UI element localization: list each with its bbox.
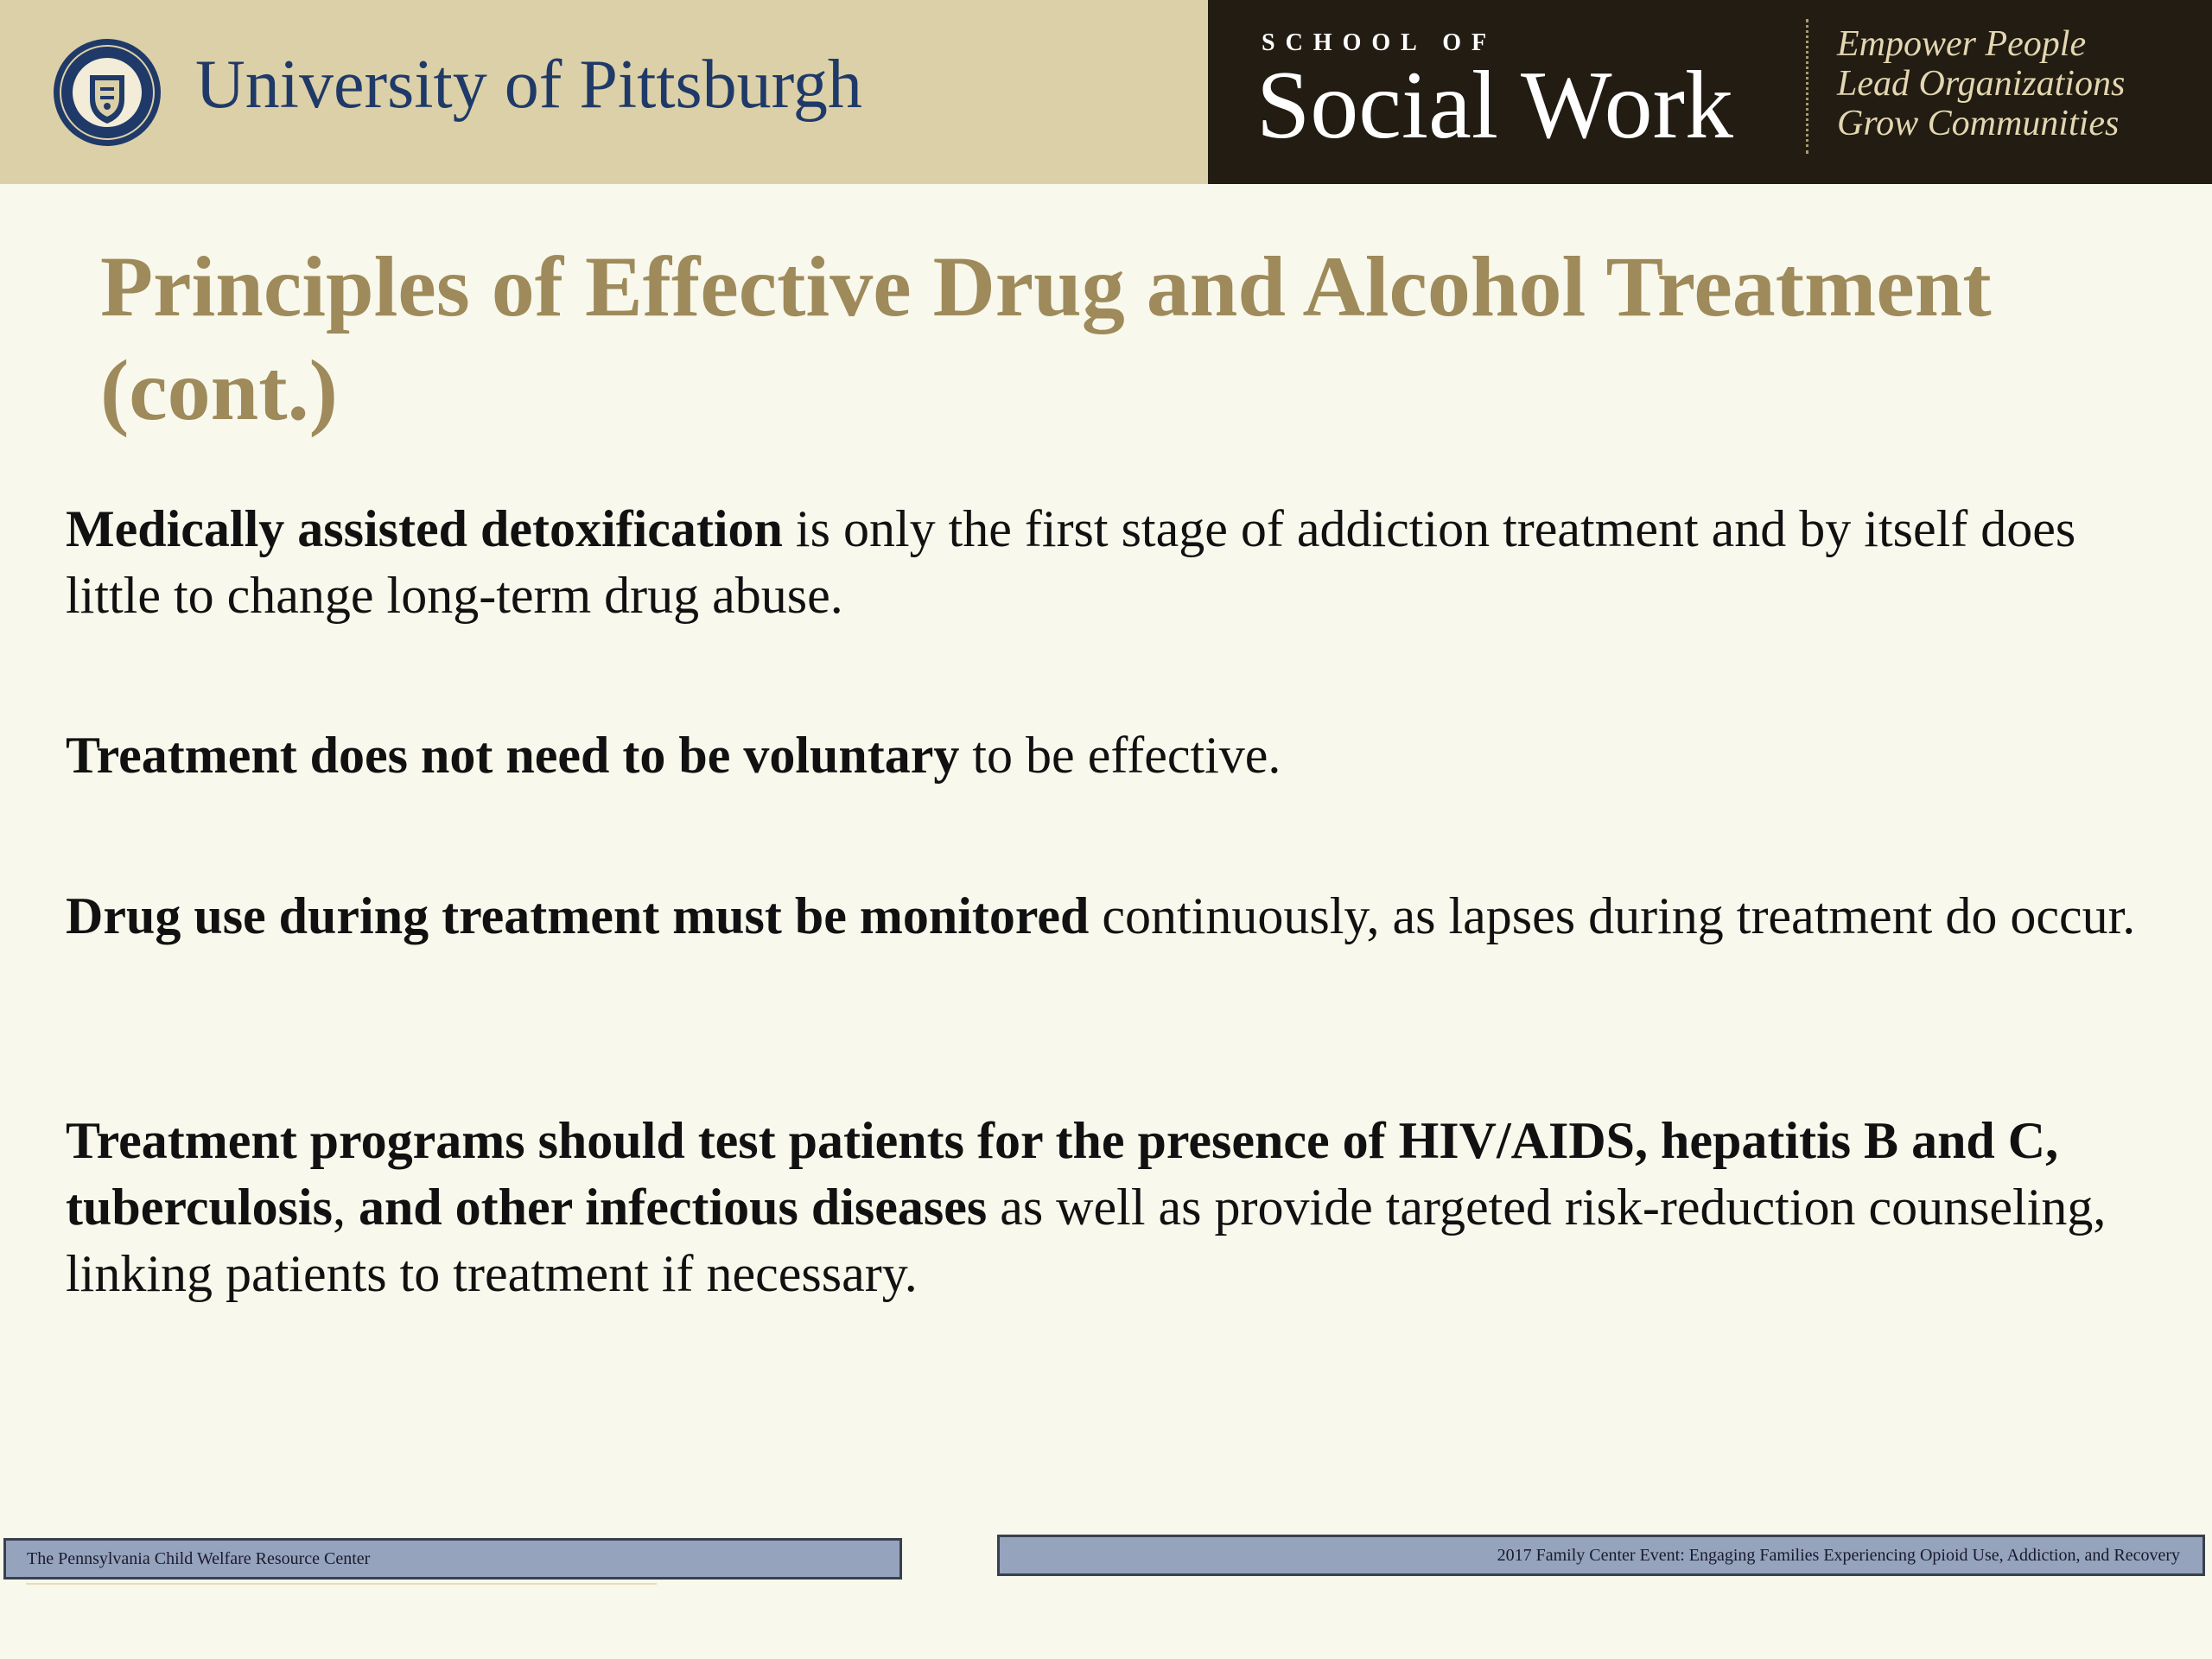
principle-paragraph — [66, 1108, 2139, 1307]
slide-title: Principles of Effective Drug and Alcohol Treatment (cont.) — [100, 238, 1992, 438]
principle-paragraph — [66, 883, 2139, 950]
footer-left-label: The Pennsylvania Child Welfare Resource Center — [3, 1538, 902, 1580]
principle-text: as well as provide targeted risk-reduction counseling, linking patients to treatment if necessary. — [66, 1179, 2107, 1302]
school-name: Social Work — [1256, 52, 1733, 159]
tagline-line-1: Empower People — [1837, 24, 2087, 64]
principle-paragraph — [66, 496, 2139, 629]
school-tagline — [1837, 24, 2125, 143]
principle-bold-text: Medically assisted detoxification — [66, 500, 783, 557]
footer-right-label: 2017 Family Center Event: Engaging Families Experiencing Opioid Use, Addiction, and Recovery — [997, 1535, 2205, 1576]
principle-text: , — [332, 1179, 359, 1236]
principle-bold-text: Treatment programs should test patients for the presence of HIV/AIDS, hepatitis B and C, tuberculosis — [66, 1112, 2059, 1236]
principle-text: continuously, as lapses during treatment do occur. — [1089, 887, 2136, 944]
principle-text: is only the first stage of addiction treatment and by itself does little to change long-term drug abuse. — [66, 500, 2076, 624]
tagline-line-2: Lead Organizations — [1837, 64, 2126, 104]
principle-bold-text: Treatment does not need to be voluntary — [66, 727, 960, 784]
university-name: University of Pittsburgh — [195, 47, 862, 123]
principle-bold-text: Drug use during treatment must be monitored — [66, 887, 1090, 944]
university-seal-icon — [52, 37, 162, 148]
principle-bold-text: and other infectious diseases — [358, 1179, 988, 1236]
principle-text: to be effective. — [959, 727, 1281, 784]
header-divider — [1806, 19, 1808, 154]
school-of-label: SCHOOL OF — [1262, 29, 1497, 56]
tagline-line-3: Grow Communities — [1837, 104, 2120, 143]
principle-paragraph — [66, 722, 2139, 789]
footer-shadow — [26, 1583, 657, 1585]
